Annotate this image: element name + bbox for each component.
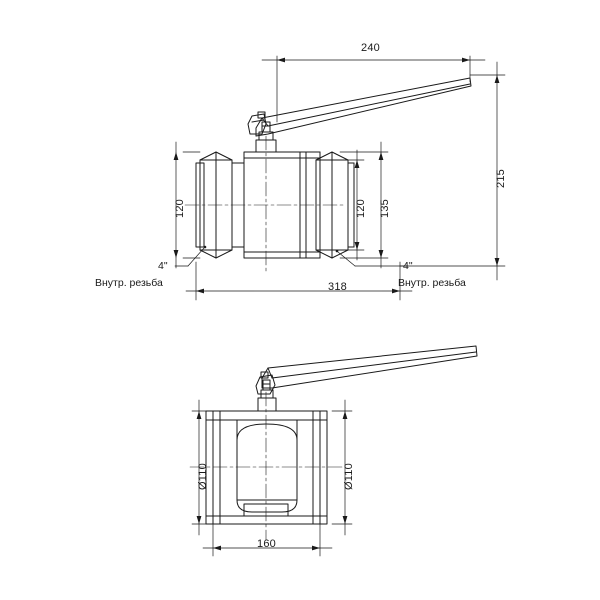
dim-215 xyxy=(400,62,505,280)
note-left-thread-size: 4" xyxy=(158,260,168,272)
note-left-thread-type: Внутр. резьба xyxy=(95,277,163,289)
dim-label-240: 240 xyxy=(361,42,380,54)
dim-label-120-right: 120 xyxy=(355,199,367,218)
dim-label-135: 135 xyxy=(379,199,391,218)
dim-label-diameter-left: Ø110 xyxy=(197,463,209,490)
dim-label-160: 160 xyxy=(257,538,276,550)
note-right-thread-size: 4" xyxy=(403,260,413,272)
dim-label-215: 215 xyxy=(495,169,507,188)
dim-240 xyxy=(262,56,485,122)
dim-label-120-left: 120 xyxy=(174,199,186,218)
note-right-thread-type: Внутр. резьба xyxy=(398,277,466,289)
leader-left-thread xyxy=(175,246,206,266)
dim-318 xyxy=(186,262,412,300)
valve-body-bottom-view xyxy=(206,411,327,524)
handle-lever-top-view xyxy=(248,78,471,136)
valve-body-top-view xyxy=(196,122,354,258)
dim-label-318: 318 xyxy=(328,281,347,293)
handle-lever-bottom-view xyxy=(256,346,477,411)
dim-label-diameter-right: Ø110 xyxy=(343,463,355,490)
